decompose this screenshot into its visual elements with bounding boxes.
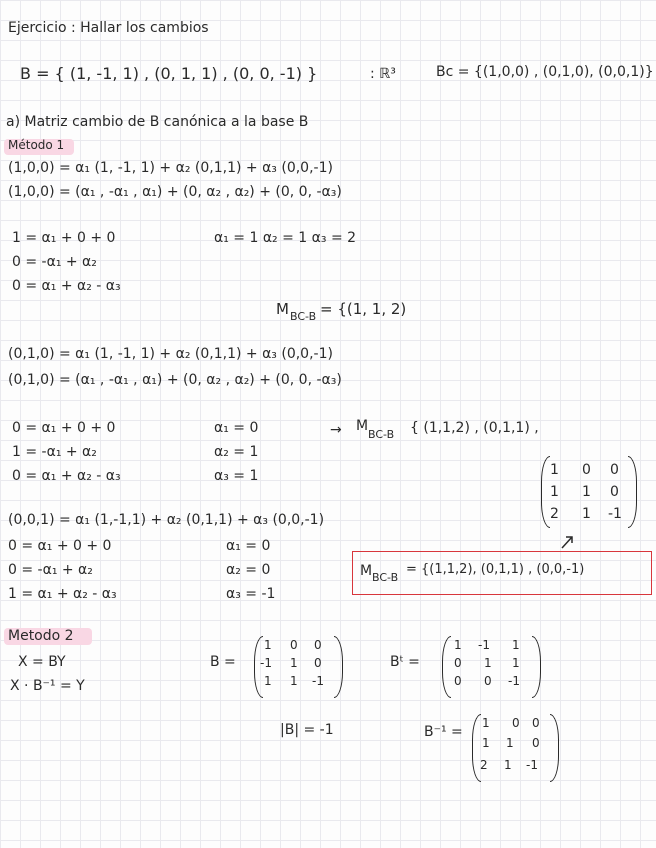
b-inverse-label: B⁻¹ = bbox=[424, 724, 463, 740]
b-matrix-label: B = bbox=[210, 654, 236, 670]
v3-system-3: 1 = α₁ + α₂ - α₃ bbox=[8, 586, 117, 602]
determinant: |B| = -1 bbox=[280, 722, 334, 738]
bt-cell: 1 bbox=[454, 638, 462, 652]
binv-cell: 1 bbox=[504, 758, 512, 772]
matrix-m-right-paren bbox=[628, 456, 637, 528]
m-cell: 0 bbox=[582, 462, 591, 478]
v2-equation-1: (0,1,0) = α₁ (1, -1, 1) + α₂ (0,1,1) + α₃ (0,0,-1) bbox=[8, 346, 333, 362]
bt-matrix-left-paren bbox=[442, 636, 451, 698]
v2-solution-3: α₃ = 1 bbox=[214, 468, 259, 484]
b-matrix-right-paren bbox=[334, 636, 343, 698]
v3-system-2: 0 = -α₁ + α₂ bbox=[8, 562, 93, 578]
bt-cell: 0 bbox=[454, 674, 462, 688]
b-cell: 1 bbox=[290, 674, 298, 688]
binv-cell: -1 bbox=[526, 758, 538, 772]
b-cell: 1 bbox=[264, 674, 272, 688]
v1-system-1: 1 = α₁ + 0 + 0 bbox=[12, 230, 116, 246]
method2-equation-1: X = BY bbox=[18, 654, 66, 670]
v1-equation-1: (1,0,0) = α₁ (1, -1, 1) + α₂ (0,1,1) + α₃ (0,0,-1) bbox=[8, 160, 333, 176]
b-cell: 1 bbox=[264, 638, 272, 652]
v3-equation-1: (0,0,1) = α₁ (1,-1,1) + α₂ (0,1,1) + α₃ (0,0,-1) bbox=[8, 512, 325, 528]
v2-solution-2: α₂ = 1 bbox=[214, 444, 259, 460]
v3-solution-3: α₃ = -1 bbox=[226, 586, 276, 602]
v2-system-2: 1 = -α₁ + α₂ bbox=[12, 444, 97, 460]
v3-solution-1: α₁ = 0 bbox=[226, 538, 271, 554]
bt-matrix-right-paren bbox=[532, 636, 541, 698]
basis-bc: Bc = {(1,0,0) , (0,1,0), (0,0,1)} bbox=[436, 64, 654, 80]
b-inverse-right-paren bbox=[550, 714, 559, 782]
v1-result-value: = {(1, 1, 2) bbox=[320, 300, 407, 318]
binv-cell: 0 bbox=[532, 736, 540, 750]
binv-cell: 1 bbox=[482, 736, 490, 750]
b-cell: 0 bbox=[314, 638, 322, 652]
exercise-title: Ejercicio : Hallar los cambios bbox=[8, 20, 209, 36]
binv-cell: 2 bbox=[480, 758, 488, 772]
final-result-m: M bbox=[360, 563, 373, 579]
b-cell: -1 bbox=[260, 656, 272, 670]
m-cell: 0 bbox=[610, 484, 619, 500]
m-cell: 1 bbox=[582, 506, 591, 522]
m-cell: -1 bbox=[608, 506, 622, 522]
m-cell: 1 bbox=[582, 484, 591, 500]
v1-system-3: 0 = α₁ + α₂ - α₃ bbox=[12, 278, 121, 294]
bt-cell: 0 bbox=[484, 674, 492, 688]
v3-system-1: 0 = α₁ + 0 + 0 bbox=[8, 538, 112, 554]
v2-solution-1: α₁ = 0 bbox=[214, 420, 259, 436]
method1-label: Método 1 bbox=[8, 138, 65, 152]
b-cell: -1 bbox=[312, 674, 324, 688]
bt-cell: -1 bbox=[508, 674, 520, 688]
part-a-heading: a) Matriz cambio de B canónica a la base B bbox=[6, 114, 309, 130]
binv-cell: 1 bbox=[482, 716, 490, 730]
b-cell: 1 bbox=[290, 656, 298, 670]
v1-solution: α₁ = 1 α₂ = 1 α₃ = 2 bbox=[214, 230, 357, 246]
v1-result-m: M bbox=[276, 300, 289, 318]
v2-result-value: { (1,1,2) , (0,1,1) , bbox=[410, 420, 539, 436]
b-cell: 0 bbox=[290, 638, 298, 652]
m-cell: 0 bbox=[610, 462, 619, 478]
final-result-sub: BC-B bbox=[372, 571, 399, 584]
up-arrow-icon bbox=[560, 532, 580, 552]
method2-label: Metodo 2 bbox=[8, 628, 74, 644]
binv-cell: 0 bbox=[512, 716, 520, 730]
bt-matrix-label: Bᵗ = bbox=[390, 654, 420, 670]
v3-solution-2: α₂ = 0 bbox=[226, 562, 271, 578]
v2-result-m: M bbox=[356, 418, 369, 434]
space-r3: : ℝ³ bbox=[370, 66, 396, 82]
m-cell: 1 bbox=[550, 462, 559, 478]
binv-cell: 0 bbox=[532, 716, 540, 730]
v1-result-sub: BC-B bbox=[290, 310, 317, 323]
v2-system-3: 0 = α₁ + α₂ - α₃ bbox=[12, 468, 121, 484]
m-cell: 1 bbox=[550, 484, 559, 500]
b-cell: 0 bbox=[314, 656, 322, 670]
m-cell: 2 bbox=[550, 506, 559, 522]
matrix-m-left-paren bbox=[541, 456, 550, 528]
bt-cell: -1 bbox=[478, 638, 490, 652]
v2-equation-2: (0,1,0) = (α₁ , -α₁ , α₁) + (0, α₂ , α₂) + (0, 0, -α₃) bbox=[8, 372, 342, 388]
basis-b: B = { (1, -1, 1) , (0, 1, 1) , (0, 0, -1) } bbox=[20, 64, 318, 83]
binv-cell: 1 bbox=[506, 736, 514, 750]
bt-cell: 0 bbox=[454, 656, 462, 670]
v1-equation-2: (1,0,0) = (α₁ , -α₁ , α₁) + (0, α₂ , α₂) + (0, 0, -α₃) bbox=[8, 184, 342, 200]
final-result-value: = {(1,1,2), (0,1,1) , (0,0,-1) bbox=[406, 562, 585, 577]
v2-system-1: 0 = α₁ + 0 + 0 bbox=[12, 420, 116, 436]
bt-cell: 1 bbox=[484, 656, 492, 670]
method2-equation-2: X · B⁻¹ = Y bbox=[10, 678, 85, 694]
bt-cell: 1 bbox=[512, 656, 520, 670]
v2-result-sub: BC-B bbox=[368, 428, 395, 441]
bt-cell: 1 bbox=[512, 638, 520, 652]
v1-system-2: 0 = -α₁ + α₂ bbox=[12, 254, 97, 270]
v2-arrow: → bbox=[330, 422, 342, 438]
